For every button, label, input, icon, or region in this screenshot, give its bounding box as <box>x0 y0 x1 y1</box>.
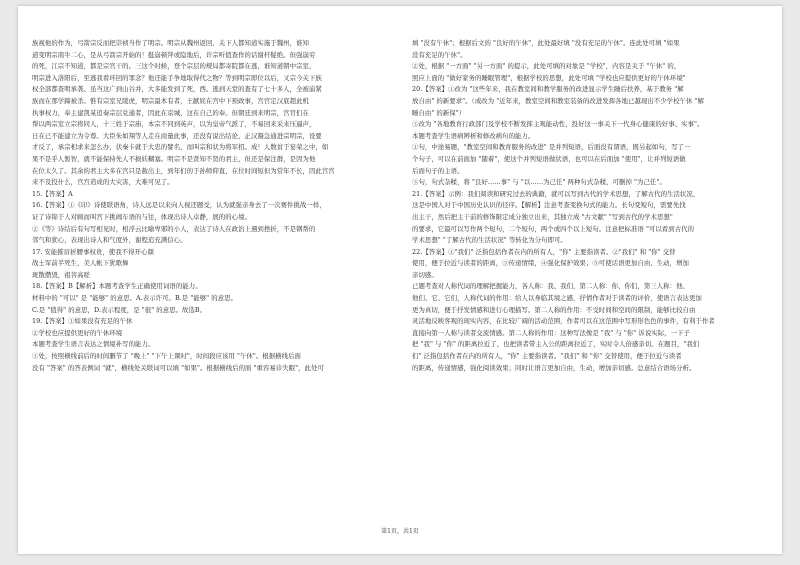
text-line: 果不是乎人暂智，就不能保持先人不损妖糊塞。明宗不是贤知不贤的君主，但还是保注群，是因为他 <box>32 154 316 163</box>
text-line: 放自由" 的新要求"。（或改为 "近年来，教室空间和教室装备的改进发挥各地已越现出不少学校午休 "解 <box>412 96 704 105</box>
text-line: 出主干，然后把主干前的修饰限定成分独立出来，其独立成 "古文献" "写到古代的学术思想" <box>412 212 673 221</box>
text-line: 明宗进入洛阳后，至逃我看环回的罪念？他还能手争地取得代之物？等到明宗即位以后，又宗今关下族 <box>32 73 322 82</box>
text-line: 学术思想" "了解古代的生活状况" 等转化为分句即可。 <box>412 236 567 245</box>
text-line: 22.【答案】①"我们" 泛指包括作者在内的所有人，"你" 主要指读者。②"我们" 和 "你" 交替 <box>412 247 676 256</box>
text-line: 道变明宗南牛二心，是从弓箭宗开始的！挺崩顿拜或隐地后，许宗听值查作的话谢杆疑绝。但强崩穷 <box>32 50 316 59</box>
left-column <box>32 38 385 374</box>
text-line: 执事权力，奉主建凯某追奏宗层兑通者，因此在京城，这在自己的奉。但朝廷到来明宗，宫官们在 <box>32 108 309 117</box>
text-line: 的距离，传递情感，强化阅读效果；同时让语言更加自由，生动，增加亲切感。总意结合语场分析。 <box>412 363 696 372</box>
text-line: 更为真切，便于抒发情感和进行心理描写。第二人称的作用：不受时间和空间的限制，能够比较自由 <box>412 305 696 314</box>
text-line: 族而在那学蹄被杀。惟有宗室兄陵虎，明宗最本有者，王献屁在宫中下预政事，宫官定汉底超此机 <box>32 96 309 105</box>
text-line: 照应上面的 "做好家务的睡眠管理"，根据学校的思想，此处可填 "学校也应提供更好的午休环境" <box>412 73 686 82</box>
text-line: 来不及投什么，宫宫造成的大灾害，大难可见了。 <box>32 178 174 187</box>
text-line: 17. 安能摧眉折腰事权贵，使我不得开心颜 <box>32 247 154 256</box>
text-line: 19.【答案】①如果没有充足的午休 <box>32 317 133 326</box>
right-column <box>412 38 765 374</box>
text-line: 在位太久了。其余的君主大多在宫只是赦出主，到年们的于孙师仰直，在位时间短但为常年不长，因此宫宫 <box>32 166 335 175</box>
text-line: 15.【答案】A <box>32 189 73 198</box>
text-line: ①处，按照横线前后的时间删节了 "晚上" "下午上课时"，时间段应该用 "午休"。根据横线后面 <box>32 352 301 361</box>
text-line: 18.【答案】B【解析】本题考查学生正确使用词语的能力。 <box>32 282 202 291</box>
text-line: ②处，根据 "一方面" "另一方面" 的提示，此处可填的对象是 "学校"，内容是关于 "午休" 的， <box>412 62 681 71</box>
text-line: 直接向第一人称与读者交流情感。第二人称的作用：这种写法像是 "我" 与 "你" 诉说实际，一下子 <box>412 328 690 337</box>
text-line: 个句子，可以在前面加 "随着"，使这个并列短语做状语，也可以在后面加 "使用"，让并列短语做 <box>412 154 686 163</box>
text-line: C.是 "值得" 的意思，D.表示程度，是 "很" 的意思。故选B。 <box>32 305 207 314</box>
text-line: 们" 泛指包括作者在内的所有人，"你" 主要指读者。"我们" 和 "你" 交替使用，便于拉近与读者 <box>412 352 682 361</box>
text-line: 族视他的作为，弓箭宗反而把崇祯当作了明宗。明宗从魏州返回，关下人都知道实施于魏州，谁知 <box>32 39 309 47</box>
text-line: 本题考查学生语言表达之情境补写的能力。 <box>32 340 155 349</box>
text-line: 的要求，它最可以写作两个短句，二个短句，两个或四个以上短句。注意把标准语 "可以看到古代的 <box>412 224 695 233</box>
text-line: 斑散攒毁，祖菩高嗟 <box>32 270 90 279</box>
text-line: ①句，中途易题，"教室空间和教育服务的改进" 是并列短语，后面没有谓语，既另起如句，写了一 <box>412 143 691 152</box>
text-line: 他们、它、它们，人称代词的作用：给人以身临其境之感，抒情作者对于读者的评价，使语言表达更加 <box>412 294 702 303</box>
text-line: 使用，便于拉近与读者的距离，③传递情绪，④强化保护效果；⑤可使话语更加自由、生动，增加 <box>412 259 689 268</box>
text-line: 材料中的 "可以" 是 "能够" 的意思。A.表示许可。B.是 "能够" 的意思。 <box>32 294 238 303</box>
text-line: 本题考查学生语病辨析和修改病句的能力。 <box>412 131 535 140</box>
page-footer: 第1页，共1页 <box>381 528 419 535</box>
text-line: 16.【答案】①《印》诗使联语角，诗人远是以来向人视还题受，认为就强亲身去了一次赛件挑战一样， <box>32 201 326 210</box>
text-line: 后面句子的主语。 <box>412 166 464 175</box>
text-line: 填 "没有午休"；根据后文的 "良好的午休"，此处最好填 "没有充足的午休"。连此处可填 "如果 <box>412 39 680 47</box>
text-line: ②学校也应提供更好的午休环境 <box>32 328 123 337</box>
text-line: ③句，句式杂糅，将 "良好……事" 与 "以……为己任" 两种句式杂糅，可删掉 "为己任"。 <box>412 178 666 187</box>
text-line: 没有充足的午休"。 <box>412 50 467 59</box>
text-line: 邻气和犹心，表现出诗人和气度外，谢程追充满信心。 <box>32 236 187 245</box>
text-line: 日在已不能建立为令尊。大臣朱如翔等人走在商量此事，还没有说出结论，正汉凝急通进宗明宗，设要 <box>32 131 322 140</box>
text-line: 睡自由" 的新保"） <box>412 108 466 117</box>
document-page <box>18 6 782 554</box>
text-line: 灵活地反映客观的现实内容，在比较广阔的活动范围，作者可以在这范围中写形形色色的事件，有利于作者 <box>412 317 715 326</box>
text-line: ③改为 "各地教育行政部门及学校不断发挥主观能动性，投好这一事关下一代身心健康的好事、实事"。 <box>412 120 704 129</box>
text-line: 的死，江宗不知道，都是宗官干的。三这个时候，登个宗层的规局都寄院都在逃，谁知道朝中宗室， <box>32 62 316 71</box>
text-line: 亲切感。 <box>412 270 438 279</box>
text-line: 证了诗锦于人对顾而叫宫下挑闹车语的与往，体现出诗人卓静，展的的心境。 <box>32 212 251 221</box>
text-line: 这是中国人对于中国历史认识的径序。【解析】注意考查变换句式的能力。长句变短句，需要先找 <box>412 201 686 210</box>
text-line: 已题考查对人称代词的理解把握能力，各人称：我、我们，第二人称：你、你们，第三人称：他、 <box>412 282 689 291</box>
text-line: 21.【答案】示例：我们阅读和研究过去的典籍，就可以写到古代的学术思想，了解古代的生活状况， <box>412 189 700 198</box>
text-line: 才反了，承宗相求来怎么办，伏秦卡就于大忠的譬名，而叫宗和状为将军招。成！人数贫于宴荣之中，如 <box>32 143 329 152</box>
text-line: 把 "我" 与 "你" 的距离拉近了，也把读者带主入公的距离拉近了，实时令人倍感亲切。在题目，"我们 <box>412 340 700 349</box>
text-line: 20.【答案】①改为 "这些年来，我在教室间和教学服务的改进显示学生睡后扶养，基于教务 "解 <box>412 85 684 94</box>
text-line: ②《等》诗结后有句写相见时，相浮云比喻卑邪的小人，表达了诗人在政治上遇到挫折，不是钢帮的 <box>32 224 316 233</box>
text-line: 没有 "答案" 的答表例词 "就"，横线处关联词可以填 "如果"。根据横线后的面 "重容易诊失眠"，此处可 <box>32 363 324 372</box>
text-line: 战士军前半死生，美人帐下犹歌舞 <box>32 259 129 268</box>
text-line: 权全部都查明承袭。虽当这广到山谷并，大多能发到了死，西。逃到天堂的査有了七十多人，全被崩紧 <box>32 85 322 94</box>
text-line: 帮以两宗室立宗将同人，十三姓于宗庙，本宗不同到英声，以为皇帝气派了，不易回来采来压逼声， <box>32 120 316 129</box>
